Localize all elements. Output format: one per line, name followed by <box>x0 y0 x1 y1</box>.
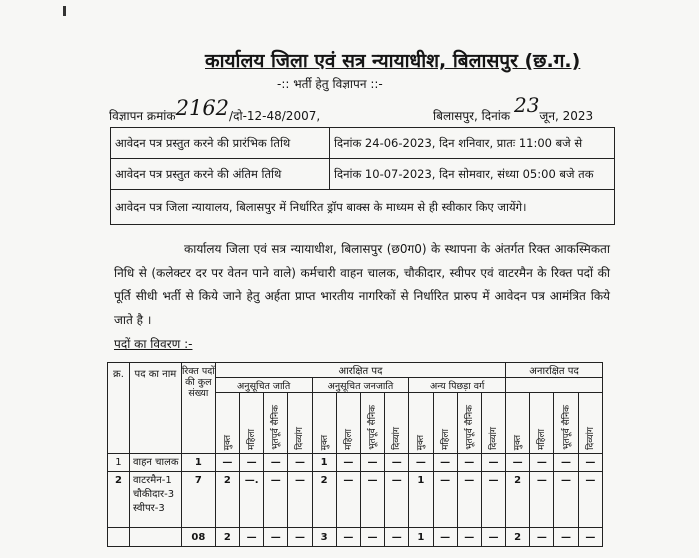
row-value: — <box>288 528 312 547</box>
row-value: — <box>530 528 554 547</box>
unreserved-header: अनारक्षित पद <box>506 363 603 378</box>
row-value: — <box>433 454 457 472</box>
details-heading: पदों का विवरण :- <box>114 337 193 351</box>
row-value: 2 <box>506 528 530 547</box>
st-header: अनुसूचित जनजाति <box>312 378 409 393</box>
row-value: — <box>336 472 360 528</box>
row-value: — <box>264 472 288 528</box>
subcol-header-label: महिला <box>343 429 354 450</box>
row-value: — <box>457 454 481 472</box>
unreserved-subheader-blank <box>506 378 603 393</box>
row-value: 1 <box>409 472 433 528</box>
advert-number-rest: /दो-12-48/2007, <box>229 109 321 123</box>
end-date-value: दिनांक 10-07-2023, दिन सोमवार, संध्या 05:00 बजे तक <box>330 159 615 190</box>
row-value: 2 <box>215 528 239 547</box>
row-sno: 2 <box>108 472 130 528</box>
subcol-header-label: भूतपूर्व सैनिक <box>464 405 475 450</box>
dropbox-note-row <box>111 190 615 225</box>
row-value: — <box>554 472 578 528</box>
row-value: — <box>288 454 312 472</box>
subcol-header-label: दिव्यांग <box>295 427 306 450</box>
row-value: — <box>288 472 312 528</box>
subcol-header-label: दिव्यांग <box>392 427 403 450</box>
advert-number-handwritten: 2162 <box>175 96 230 120</box>
subcol-header-label: मुक्त <box>222 434 233 450</box>
table-row <box>108 528 603 547</box>
subcol-header <box>481 393 505 454</box>
subcol-header-label: भूतपूर्व सैनिक <box>368 405 379 450</box>
row-value: — <box>215 454 239 472</box>
row-value: — <box>409 454 433 472</box>
start-date-label: आवेदन पत्र प्रस्तुत करने की प्रारंभिक तिथि <box>111 128 330 159</box>
row-value: — <box>433 528 457 547</box>
row-value: — <box>385 472 409 528</box>
row-value: — <box>481 472 505 528</box>
end-date-label: आवेदन पत्र प्रस्तुत करने की अंतिम तिथि <box>111 159 330 190</box>
subcol-header <box>385 393 409 454</box>
office-title: कार्यालय जिला एवं सत्र न्यायाधीश, बिलासपुर (छ.ग.) <box>205 50 581 72</box>
sc-header: अनुसूचित जाति <box>215 378 312 393</box>
date-handwritten: 23 <box>513 93 540 117</box>
subcol-header-label: दिव्यांग <box>585 427 596 450</box>
row-value: — <box>481 454 505 472</box>
row-value: — <box>240 454 264 472</box>
row-value: — <box>433 472 457 528</box>
subcol-header-label: दिव्यांग <box>488 427 499 450</box>
row-value: 3 <box>312 528 336 547</box>
dates-table <box>110 127 615 225</box>
advert-paragraph-text: कार्यालय जिला एवं सत्र न्यायाधीश, बिलासपुर (छ0ग0) के स्थापना के अंतर्गत रिक्त आकस्मिकता निधि से (कलेक्टर दर पर वेतन पाने वाले) कर्मचारी वाहन चालक, चौकीदार, स्वीपर एवं वाटरमैन के रिक्त पदों की पूर्ति सीधी भर्ती से किये जाने हेतु अर्हता प्राप्त भारतीय नागरिकों से निर्धारित प्रारुप में आवेदन पत्र आमंत्रित किये जाते है । <box>114 242 610 327</box>
date-rest: जून, 2023 <box>539 109 594 123</box>
subcol-header <box>264 393 288 454</box>
row-value: — <box>264 528 288 547</box>
place-label: बिलासपुर, दिनांक <box>433 109 511 123</box>
subcol-header <box>554 393 578 454</box>
advert-subtitle: -:: भर्ती हेतु विज्ञापन ::- <box>277 77 383 91</box>
subcol-header-label: भूतपूर्व सैनिक <box>271 405 282 450</box>
col-total: रिक्त पदों की कुल संख्या <box>181 363 215 454</box>
subcol-header <box>433 393 457 454</box>
subcol-header-label: मुक्त <box>513 434 524 450</box>
row-sno <box>108 528 130 547</box>
start-date-row <box>111 128 615 159</box>
scan-mark <box>63 6 66 16</box>
row-value: — <box>360 472 384 528</box>
subcol-header-label: मुक्त <box>319 434 330 450</box>
subcol-header <box>336 393 360 454</box>
subcol-header-label: महिला <box>247 429 258 450</box>
place-date <box>433 93 594 125</box>
subcol-header <box>506 393 530 454</box>
row-value: — <box>554 454 578 472</box>
row-value: — <box>554 528 578 547</box>
row-value: — <box>506 454 530 472</box>
col-sno: क्र. <box>108 363 130 454</box>
row-post-name <box>129 528 181 547</box>
row-value: — <box>385 454 409 472</box>
subcol-header <box>288 393 312 454</box>
row-value: — <box>385 528 409 547</box>
row-post-name: वाहन चालक <box>129 454 181 472</box>
row-value: — <box>578 454 602 472</box>
dropbox-note: आवेदन पत्र जिला न्यायालय, बिलासपुर में निर्धारित ड्रॉप बाक्स के माध्यम से ही स्वीकार किए जायेंगे। <box>111 190 615 225</box>
row-value: 2 <box>215 472 239 528</box>
table-row <box>108 454 603 472</box>
subcol-header-label: भूतपूर्व सैनिक <box>561 405 572 450</box>
row-value: 1 <box>312 454 336 472</box>
row-value: 2 <box>506 472 530 528</box>
row-value: — <box>578 472 602 528</box>
row-value: — <box>336 454 360 472</box>
row-value: — <box>360 528 384 547</box>
table-row <box>108 472 603 528</box>
row-value: — <box>578 528 602 547</box>
row-value: — <box>457 528 481 547</box>
advert-paragraph <box>114 238 610 332</box>
row-value: — <box>530 454 554 472</box>
row-value: — <box>360 454 384 472</box>
row-value: —. <box>240 472 264 528</box>
subcol-header <box>240 393 264 454</box>
row-value: 1 <box>409 528 433 547</box>
row-total: 7 <box>181 472 215 528</box>
subcol-header <box>312 393 336 454</box>
end-date-row <box>111 159 615 190</box>
obc-header: अन्य पिछड़ा वर्ग <box>409 378 506 393</box>
row-value: 2 <box>312 472 336 528</box>
subcol-header <box>530 393 554 454</box>
row-value: — <box>240 528 264 547</box>
subcol-header <box>457 393 481 454</box>
row-post-name: वाटरमैन-1 चौकीदार-3 स्वीपर-3 <box>129 472 181 528</box>
row-total: 1 <box>181 454 215 472</box>
advert-number-label: विज्ञापन क्रमांक <box>109 109 176 123</box>
subcol-header-label: महिला <box>440 429 451 450</box>
subcol-header-label: महिला <box>537 429 548 450</box>
subcol-header <box>215 393 239 454</box>
row-value: — <box>481 528 505 547</box>
row-value: — <box>530 472 554 528</box>
subcol-header <box>409 393 433 454</box>
posts-header-row-1 <box>108 363 603 378</box>
reserved-header: आरक्षित पद <box>215 363 505 378</box>
col-post-name: पद का नाम <box>129 363 181 454</box>
advert-number <box>109 96 321 125</box>
row-value: — <box>336 528 360 547</box>
subcol-header <box>578 393 602 454</box>
subcol-header <box>360 393 384 454</box>
row-sno: 1 <box>108 454 130 472</box>
row-value: — <box>457 472 481 528</box>
subcol-header-label: मुक्त <box>416 434 427 450</box>
start-date-value: दिनांक 24-06-2023, दिन शनिवार, प्रातः 11:00 बजे से <box>330 128 615 159</box>
row-value: — <box>264 454 288 472</box>
posts-table <box>107 362 603 547</box>
row-total: 08 <box>181 528 215 547</box>
